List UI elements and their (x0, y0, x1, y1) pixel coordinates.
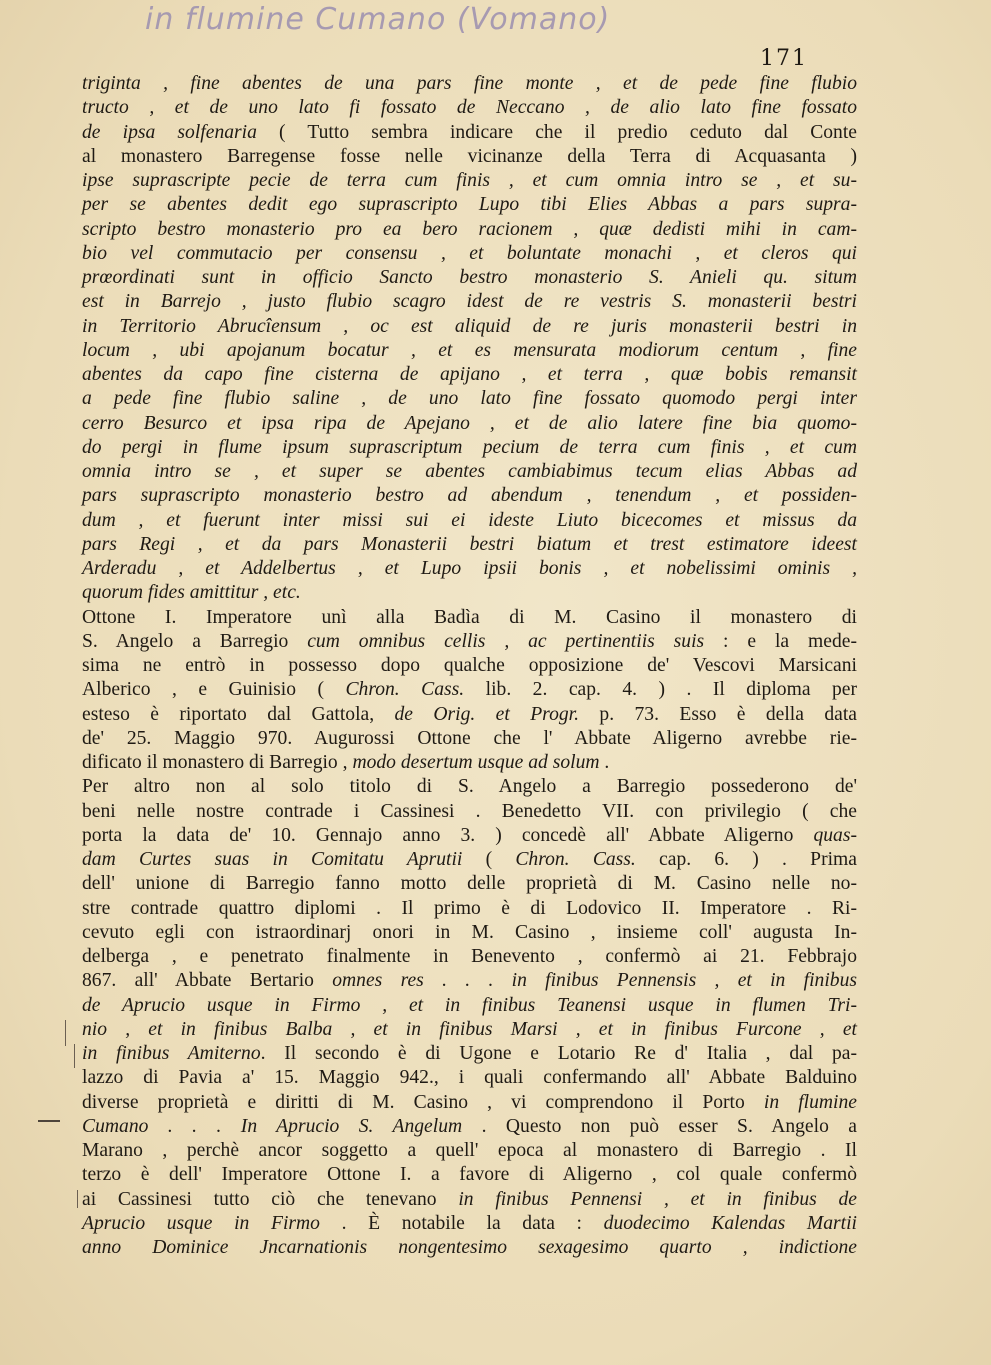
roman-segment: Marano , perchè ancor soggetto a quell' epoca al monastero di Barregio . Il (82, 1140, 857, 1161)
roman-segment: de' 25. Maggio 970. Augurossi Ottone che l' Abbate Aligerno avrebbe rie- (82, 727, 857, 749)
text-line (82, 872, 857, 896)
roman-segment: porta la data de' 10. Gennajo anno 3. ) concedè all' Abbate Aligerno (82, 824, 814, 846)
text-line (82, 969, 857, 993)
roman-segment: . È notabile la data : (319, 1212, 604, 1234)
italic-segment: in finibus Pennensi , et in finibus de (458, 1188, 858, 1210)
roman-segment: delberga , e penetrato finalmente in Benevento , confermò ai 21. Febbrajo (82, 946, 857, 967)
italic-segment: do pergi in flume ipsum suprascriptum pecium de terra cum finis , et cum (82, 436, 857, 458)
text-line (82, 606, 857, 630)
text-line (82, 1042, 857, 1066)
text-line (82, 533, 857, 557)
italic-segment: pars Regi , et da pars Monasterii bestri biatum et trest estimatore ideest (82, 533, 857, 555)
italic-segment: in Territorio Abrucîensum , oc est aliquid de re juris monasterii bestri in (82, 315, 857, 337)
text-line (82, 848, 857, 872)
text-line (82, 509, 857, 533)
roman-segment: cap. 6. ) . Prima (635, 849, 857, 870)
roman-segment: . (599, 752, 610, 773)
italic-segment: anno Dominice Jncarnationis nongentesimo sexagesimo quarto , indictione (82, 1237, 857, 1258)
italic-segment: quorum fides amittitur , etc. (82, 582, 301, 604)
roman-segment: 867. all' Abbate Bertario (82, 970, 333, 992)
text-line (82, 387, 857, 411)
text-line (82, 72, 857, 96)
margin-mark (65, 1020, 66, 1046)
roman-segment: diverse proprietà e diritti di M. Casino , vi comprendono il Porto (82, 1091, 764, 1113)
text-line (82, 460, 857, 484)
margin-mark (74, 1044, 75, 1068)
text-line (82, 242, 857, 266)
roman-segment: ( Tutto sembra indicare che il predio ceduto dal Conte (256, 121, 857, 143)
italic-segment: triginta , fine abentes de una pars fine monte , et de pede fine flubio (82, 73, 857, 94)
roman-segment: stre contrade quattro diplomi . Il primo è di Lodovico II. Imperatore . Ri- (82, 897, 857, 919)
text-line (82, 630, 857, 654)
italic-segment: dum , et fuerunt inter missi sui ei ideste Liuto bicecomes et missus da (82, 509, 857, 531)
margin-mark (77, 1190, 78, 1208)
text-line (82, 678, 857, 702)
handwritten-annotation: in flumine Cumano (Vomano) (145, 2, 611, 37)
roman-segment: dell' unione di Barregio fanno motto delle proprietà di M. Casino nelle no- (82, 873, 857, 895)
text-line (82, 1091, 857, 1115)
text-line (82, 921, 857, 945)
italic-segment: per se abentes dedit ego suprascripto Lupo tibi Elies Abbas a pars supra- (82, 194, 857, 216)
italic-segment: cum omnibus cellis , ac pertinentiis suis (307, 630, 705, 652)
text-line (82, 121, 857, 145)
italic-segment: duodecimo Kalendas Martii (603, 1212, 857, 1234)
text-line (82, 266, 857, 290)
roman-segment: terzo è dell' Imperatore Ottone I. a favore di Aligerno , col quale confermò (82, 1164, 857, 1186)
italic-segment: prœordinati sunt in officio Sancto bestro monasterio S. Anieli qu. situm (82, 267, 857, 288)
roman-segment: . Questo non può esser S. Angelo a (462, 1115, 857, 1137)
text-line (82, 824, 857, 848)
text-line (82, 436, 857, 460)
text-line (82, 1236, 857, 1260)
text-line (82, 1188, 857, 1212)
italic-segment: Chron. Cass. (515, 849, 636, 870)
italic-segment: nio , et in finibus Balba , et in finibus Marsi , et in finibus Furcone , et (82, 1018, 857, 1040)
italic-segment: in flumine (763, 1091, 857, 1113)
text-line (82, 1018, 857, 1042)
text-line (82, 800, 857, 824)
roman-segment: cevuto egli con istraordinarj onori in M. Casino , insieme coll' augusta In- (82, 921, 857, 943)
roman-segment: sima ne entrò in possesso dopo qualche opposizione de' Vescovi Marsicani (82, 655, 857, 676)
italic-segment: est in Barrejo , justo flubio scagro idest de re vestris S. monasterii bestri (82, 291, 857, 313)
text-line (82, 1066, 857, 1090)
text-line (82, 363, 857, 387)
text-line (82, 703, 857, 727)
text-line (82, 1139, 857, 1163)
text-line (82, 169, 857, 193)
text-line (82, 193, 857, 217)
roman-segment: beni nelle nostre contrade i Cassinesi . Benedetto VII. con privilegio ( che (82, 800, 857, 822)
italic-segment: Arderadu , et Addelbertus , et Lupo ipsii bonis , et nobelissimi ominis , (82, 558, 857, 579)
italic-segment: Aprucio usque in Firmo (82, 1212, 320, 1234)
text-line (82, 557, 857, 581)
italic-segment: cerro Besurco et ipsa ripa de Apejano , et de alio latere fine bia quomo- (82, 412, 857, 434)
roman-segment: ( (462, 849, 516, 870)
text-line (82, 1163, 857, 1187)
text-line (82, 1212, 857, 1236)
roman-segment: ai Cassinesi tutto ciò che tenevano (82, 1188, 459, 1210)
roman-segment: Alberico , e Guinisio ( (82, 679, 346, 701)
text-line (82, 775, 857, 799)
margin-dash (38, 1120, 60, 1122)
italic-segment: abentes da capo fine cisterna de apijano , et terra , quæ bobis remansit (82, 364, 857, 385)
text-line (82, 581, 857, 605)
roman-segment: : e la mede- (704, 630, 857, 652)
italic-segment: omnia intro se , et super se abentes cambiabimus tecum elias Abbas ad (82, 461, 857, 482)
roman-segment: esteso è riportato dal Gattola, (82, 703, 395, 725)
italic-segment: omnes res . . . in finibus Pennensis , et in finibus (332, 970, 857, 992)
text-line (82, 654, 857, 678)
italic-segment: Cumano . . . In Aprucio S. Angelum (82, 1115, 463, 1137)
italic-segment: a pede fine flubio saline , de uno lato fine fossato quomodo pergi inter (82, 388, 857, 410)
italic-segment: Chron. Cass. (345, 679, 465, 701)
text-line (82, 315, 857, 339)
roman-segment: Per altro non al solo titolo di S. Angelo a Barregio possederono de' (82, 776, 857, 798)
text-line (82, 945, 857, 969)
italic-segment: bio vel commutacio per consensu , et boluntate monachi , et cleros qui (82, 242, 857, 264)
roman-segment: lib. 2. cap. 4. ) . Il diploma per (464, 679, 857, 701)
roman-segment: lazzo di Pavia a' 15. Maggio 942., i quali confermando all' Abbate Balduino (82, 1067, 857, 1089)
text-line (82, 727, 857, 751)
text-line (82, 339, 857, 363)
page-number: 171 (760, 46, 808, 71)
text-line (82, 145, 857, 169)
body-text (82, 72, 857, 1260)
text-line (82, 218, 857, 242)
roman-segment: p. 73. Esso è della data (579, 703, 857, 725)
italic-segment: de Aprucio usque in Firmo , et in finibus Teanensi usque in flumen Tri- (82, 994, 857, 1016)
roman-segment: Ottone I. Imperatore unì alla Badìa di M. Casino il monastero di (82, 606, 857, 628)
italic-segment: de Orig. et Progr. (394, 703, 580, 725)
roman-segment: . Il secondo è di Ugone e Lotario Re d' Italia , dal pa- (260, 1043, 858, 1064)
text-line (82, 994, 857, 1018)
italic-segment: locum , ubi apojanum bocatur , et es mensurata modiorum centum , fine (82, 339, 857, 361)
italic-segment: de ipsa solfenaria (82, 121, 257, 143)
italic-segment: scripto bestro monasterio pro ea bero racionem , quæ dedisti mihi in cam- (82, 218, 857, 240)
italic-segment: quas- (813, 824, 857, 846)
roman-segment: S. Angelo a Barregio (82, 630, 308, 652)
text-line (82, 290, 857, 314)
italic-segment: in finibus Amiterno (82, 1043, 261, 1064)
italic-segment: pars suprascripto monasterio bestro ad abendum , tenendum , et possiden- (82, 485, 857, 507)
italic-segment: modo desertum usque ad solum (352, 752, 600, 773)
text-line (82, 897, 857, 921)
text-line (82, 96, 857, 120)
italic-segment: ipse suprascripte pecie de terra cum finis , et cum omnia intro se , et su- (82, 170, 857, 191)
italic-segment: dam Curtes suas in Comitatu Aprutii (82, 849, 463, 870)
roman-segment: al monastero Barregense fosse nelle vicinanze della Terra di Acquasanta ) (82, 145, 857, 167)
text-line (82, 484, 857, 508)
roman-segment: dificato il monastero di Barregio , (82, 752, 353, 773)
text-line (82, 751, 857, 775)
text-line (82, 1115, 857, 1139)
italic-segment: tructo , et de uno lato fi fossato de Neccano , de alio lato fine fossato (82, 97, 857, 119)
text-line (82, 412, 857, 436)
